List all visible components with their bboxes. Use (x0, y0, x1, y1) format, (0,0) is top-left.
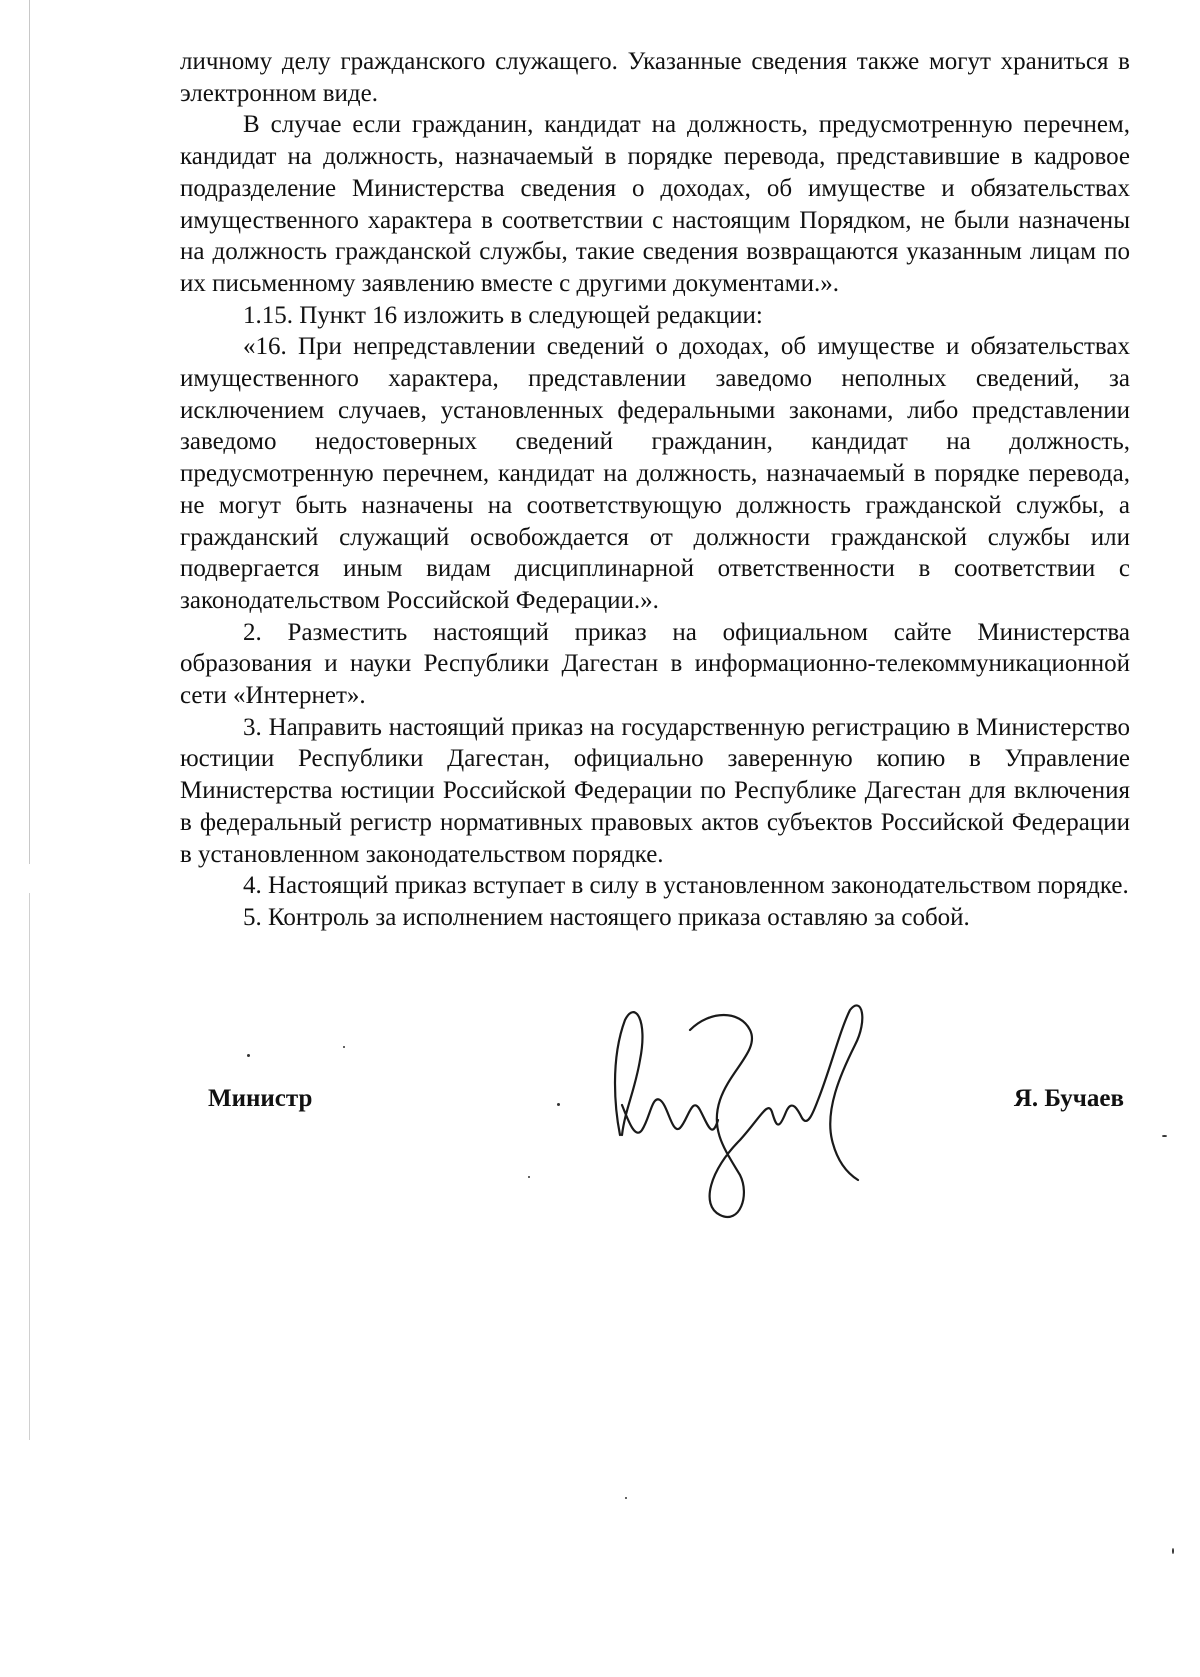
signer-name: Я. Бучаев (1013, 1085, 1124, 1112)
paragraph-2: В случае если гражданин, кандидат на должность, предусмотренную перечнем, кандидат на должность, назначаемый в порядке перевода, представившие в кадровое подразделение Министерства сведения о доходах, об имуществе и обязательствах имущественного характера в соответствии с настоящим Порядком, не были назначены на должность гражданской службы, такие сведения возвращаются указанным лицам по их письменному заявлению вместе с другими документами.». (180, 111, 1130, 297)
handwritten-signature (600, 1000, 900, 1250)
scan-speck (247, 1054, 250, 1057)
paragraph-7: 4. Настоящий приказ вступает в силу в установленном законодательством порядке. (243, 872, 1129, 900)
paragraph-5: 2. Разместить настоящий приказ на официальном сайте Министерства образования и науки Республики Дагестан в информационно-телекоммуникационной сети «Интернет». (180, 618, 1130, 710)
position-title: Министр (208, 1085, 313, 1112)
paragraph-3: 1.15. Пункт 16 изложить в следующей редакции: (243, 301, 763, 329)
paragraph-6: 3. Направить настоящий приказ на государственную регистрацию в Министерство юстиции Республики Дагестан, официально заверенную копию в Управление Министерства юстиции Российской Федерации по Республике Дагестан для включения в федеральный регистр нормативных правовых актов субъектов Российской Федерации в установленном законодательством порядке. (180, 713, 1130, 868)
scan-speck (1162, 1135, 1167, 1137)
paragraph-4: «16. При непредставлении сведений о доходах, об имуществе и обязательствах имущественного характера, представлении заведомо неполных сведений, за исключением случаев, установленных федеральными законами, либо представлении заведомо недостоверных сведений гражданин, кандидат на должность, предусмотренную перечнем, кандидат на должность, назначаемый в порядке перевода, не могут быть назначены на соответствующую должность гражданской службы, а гражданский служащий освобождается от должности гражданской службы или подвергается иным видам дисциплинарной ответственности в соответствии с законодательством Российской Федерации.». (180, 333, 1130, 614)
paragraph-1: личному делу гражданского служащего. Указанные сведения также могут храниться в электронном виде. (180, 48, 1130, 107)
scan-speck (343, 1046, 345, 1048)
paragraph-8: 5. Контроль за исполнением настоящего приказа оставляю за собой. (243, 903, 970, 931)
scan-speck (557, 1103, 560, 1106)
scan-speck (528, 1176, 530, 1178)
scan-speck (625, 1497, 627, 1499)
scan-speck (1172, 1548, 1174, 1554)
scan-edge-line (29, 0, 30, 1440)
document-body (180, 46, 1130, 934)
